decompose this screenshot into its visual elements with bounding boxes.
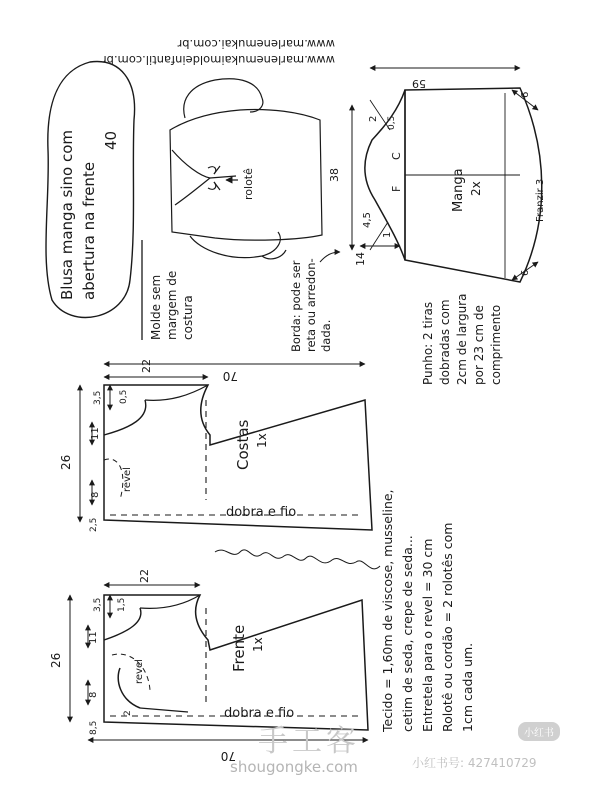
sleeve-label-f: F: [390, 185, 403, 192]
sleeve-dim-cap-top2: 0,5: [387, 115, 397, 130]
front-dim-bottom: 8: [88, 691, 99, 698]
materials-note: [380, 489, 475, 733]
title-line-1: Blusa manga sino com: [58, 129, 76, 300]
front-dim-neck-small: 1,5: [117, 597, 127, 612]
front-dim-width: 26: [49, 652, 63, 668]
watermark-brand-url: shougongke.com: [230, 758, 358, 776]
websites: [102, 37, 335, 67]
materials-line-1: Tecido = 1,60m de viscose, musseline,: [380, 489, 395, 732]
sleeve-dim-hem-top: 6: [520, 91, 531, 98]
front-dim-opening: 2: [123, 710, 133, 716]
back-dim-hem: 2,5: [89, 517, 99, 532]
back-name: Costas: [234, 419, 252, 470]
sleeve-dim-cap-bottom: 1: [382, 231, 393, 238]
front-dim-neck-depth: 3,5: [93, 597, 103, 612]
back-dim-width: 26: [59, 454, 73, 470]
back-shoulder-curve: [145, 385, 208, 400]
sleeve-pattern: [352, 68, 542, 282]
watermark-badge: 小红书: [518, 722, 560, 741]
back-dim-neck-width: 11: [90, 427, 101, 440]
back-reveal-label: revel: [122, 467, 133, 492]
materials-line-2: cetim de seda, crepe de seda...: [400, 535, 415, 732]
sleeve-dim-hem-bottom: 6: [520, 269, 531, 276]
seam-note: [142, 240, 195, 340]
sleeve-dim-bottom: 14: [354, 252, 367, 266]
title-block: [46, 62, 135, 318]
front-dim-length: 70: [220, 749, 236, 763]
front-name: Frente: [230, 624, 248, 672]
back-dim-length: 70: [222, 369, 238, 383]
front-dim-hem: 8,5: [89, 720, 99, 735]
materials-line-3: Entretela para o revel = 30 cm: [420, 538, 435, 732]
back-dim-shoulder: 22: [140, 359, 153, 373]
back-dim-bottom: 8: [90, 491, 101, 498]
cuff-note-line-1: Punho: 2 tiras: [421, 301, 435, 385]
cuff-note: [421, 294, 503, 385]
seam-note-line-3: costura: [181, 295, 195, 340]
border-note-line-1: Borda: pode ser: [289, 260, 303, 352]
back-count: 1x: [255, 433, 269, 448]
seam-note-line-2: margem de: [165, 270, 179, 340]
front-dim-shoulder: 22: [138, 569, 151, 583]
border-note-line-2: reta ou arredon-: [304, 258, 318, 352]
sleeve-dim-width: 59: [412, 77, 426, 90]
sleeve-gather-label: Franzir 3: [535, 178, 546, 222]
front-opening-bottom: [140, 708, 188, 712]
border-note-line-3: dada.: [319, 319, 333, 352]
front-dim-neck-width: 11: [88, 631, 99, 644]
cuff-note-line-4: por 23 cm de: [472, 305, 486, 385]
front-reveal-label: revel: [134, 659, 145, 684]
materials-line-5: 1cm cada um.: [460, 642, 475, 732]
sleeve-dim-cap-top: 2: [368, 115, 379, 122]
back-fold-label: dobra e fio: [226, 505, 297, 520]
website-1: www.marlenemukai.com.br: [177, 37, 335, 51]
front-count: 1x: [251, 637, 265, 652]
blouse-neckline: [172, 150, 210, 205]
sleeve-count: 2x: [469, 181, 483, 196]
blouse-front-opening: [210, 176, 236, 178]
title-line-2: abertura na frente: [80, 161, 98, 300]
website-2: www.marlenemukaimoldeinfantil.com.br: [101, 53, 335, 67]
materials-line-4: Rolotê ou cordão = 2 rolotês com: [440, 522, 455, 732]
back-dim-neck-depth: 3,5: [93, 390, 103, 405]
border-note-arrow: [320, 252, 340, 262]
watermark-account: 小红书号: 427410729: [412, 756, 537, 770]
sleeve-name: Manga: [451, 168, 466, 212]
cuff-note-line-2: dobradas com: [438, 299, 452, 385]
back-dim-neck-small: 0,5: [119, 389, 129, 404]
rolote-label: rolotê: [242, 168, 255, 200]
signature: [215, 550, 380, 569]
title-size: 40: [102, 130, 120, 150]
signature-stroke: [215, 550, 380, 569]
sleeve-dim-cap-left: 4,5: [362, 212, 373, 228]
watermark-brand-cn: 手工客: [258, 724, 360, 759]
sleeve-dim-height: 38: [328, 168, 341, 182]
seam-note-line-1: Molde sem: [149, 274, 163, 340]
back-facing-line: [104, 459, 123, 500]
cuff-note-line-3: 2cm de largura: [455, 293, 469, 385]
front-shoulder-curve: [140, 595, 200, 608]
sleeve-label-c: C: [390, 152, 403, 160]
front-fold-label: dobra e fio: [224, 706, 295, 721]
cuff-note-line-5: comprimento: [489, 304, 503, 385]
